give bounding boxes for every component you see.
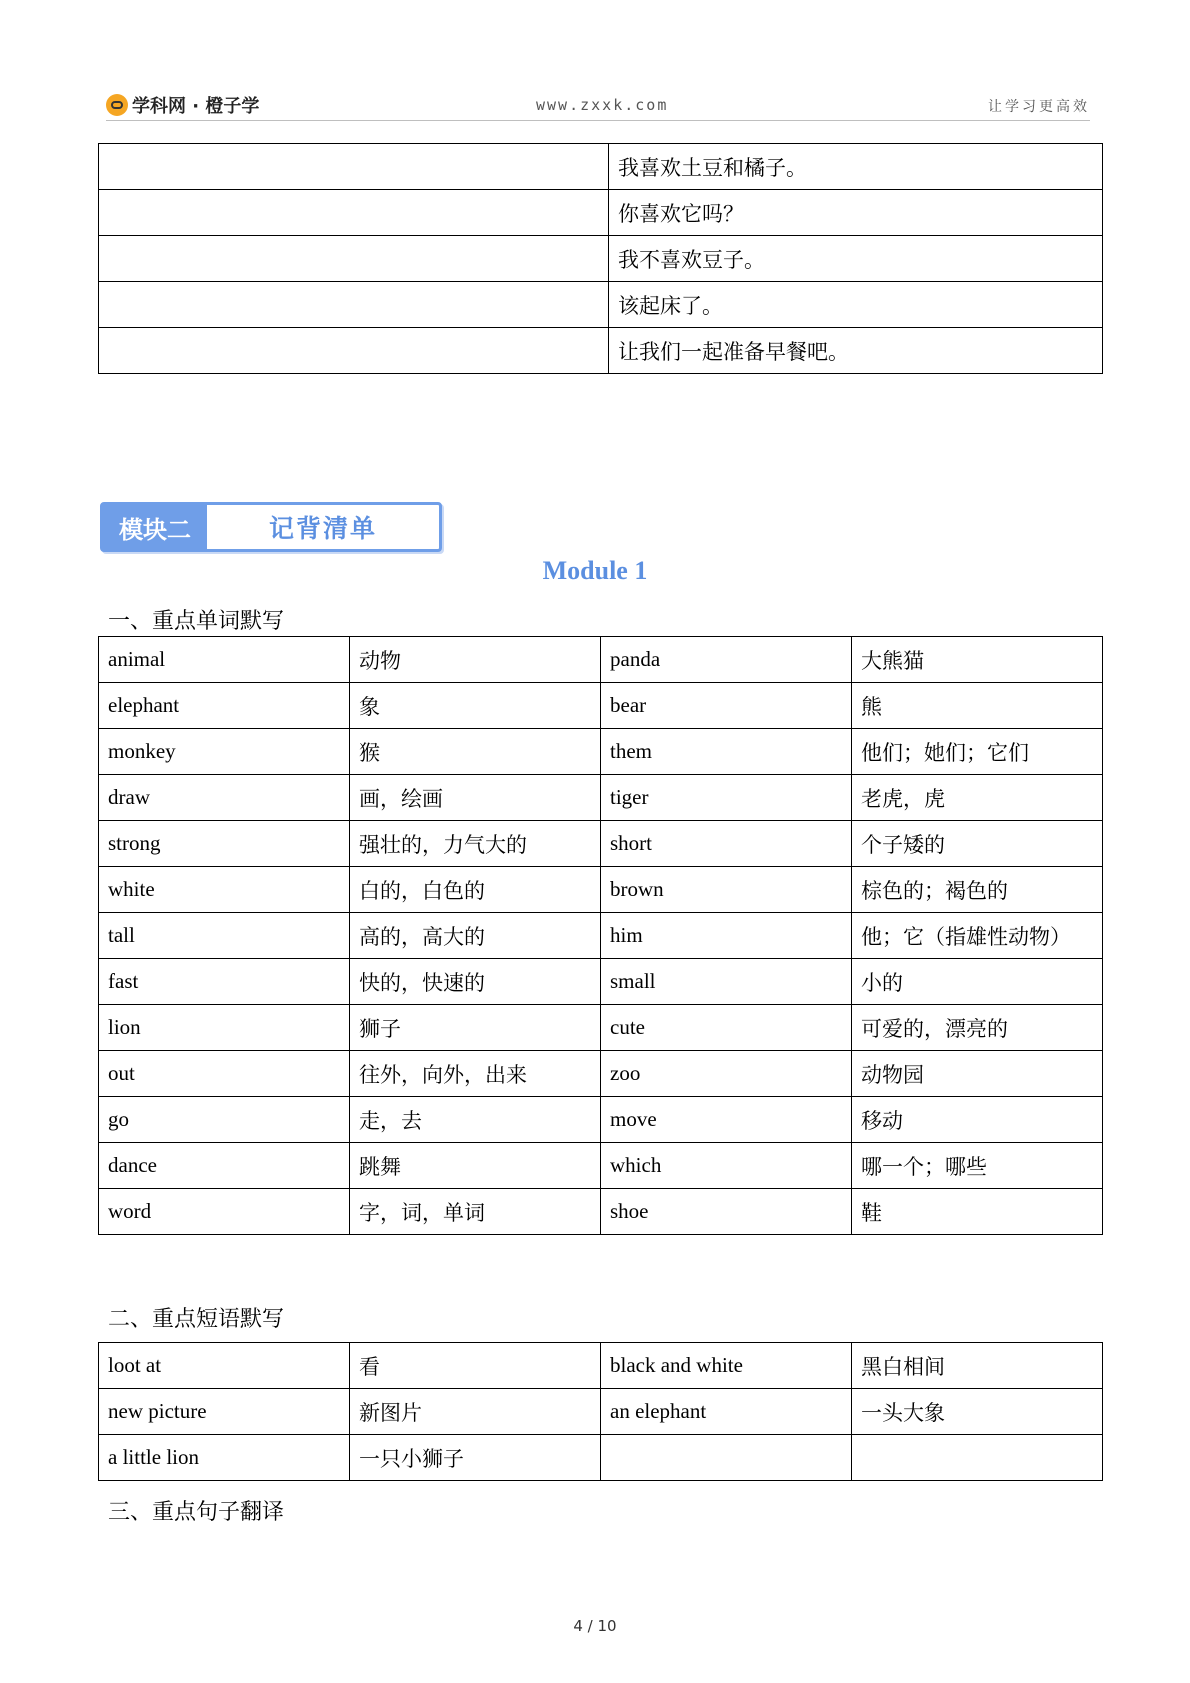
chinese-cell: 老虎，虎 (852, 775, 1103, 821)
english-cell: dance (99, 1143, 350, 1189)
chinese-cell: 快的，快速的 (350, 959, 601, 1005)
table-row (99, 236, 1103, 282)
chinese-cell: 狮子 (350, 1005, 601, 1051)
english-cell: an elephant (601, 1389, 852, 1435)
english-cell: out (99, 1051, 350, 1097)
chinese-cell: 动物园 (852, 1051, 1103, 1097)
english-cell: lion (99, 1005, 350, 1051)
table-row (99, 1343, 1103, 1389)
english-cell: a little lion (99, 1435, 350, 1481)
english-cell: draw (99, 775, 350, 821)
table-row (99, 959, 1103, 1005)
page-header (106, 86, 1090, 121)
table-row (99, 821, 1103, 867)
table-row (99, 1143, 1103, 1189)
chinese-cell: 字，词，单词 (350, 1189, 601, 1235)
section-heading-phrases: 二、重点短语默写 (108, 1307, 285, 1332)
english-cell: animal (99, 637, 350, 683)
chinese-cell: 你喜欢它吗？ (609, 190, 1103, 236)
chinese-cell: 棕色的；褐色的 (852, 867, 1103, 913)
chinese-cell: 一只小狮子 (350, 1435, 601, 1481)
english-cell (99, 144, 609, 190)
table-row (99, 729, 1103, 775)
section-heading-words: 一、重点单词默写 (108, 609, 285, 634)
english-cell (99, 282, 609, 328)
table-row (99, 190, 1103, 236)
table-row (99, 144, 1103, 190)
word-table (98, 636, 1103, 1235)
english-cell: which (601, 1143, 852, 1189)
site-url: www.zxxk.com (536, 96, 669, 114)
table-row (99, 282, 1103, 328)
english-cell: monkey (99, 729, 350, 775)
table-row (99, 683, 1103, 729)
table-row (99, 1097, 1103, 1143)
english-cell: cute (601, 1005, 852, 1051)
english-cell: go (99, 1097, 350, 1143)
chinese-cell: 画，绘画 (350, 775, 601, 821)
module-title: Module 1 (542, 556, 648, 585)
banner-title: 记背清单 (268, 514, 377, 543)
table-row (99, 775, 1103, 821)
section-heading-sentences: 三、重点句子翻译 (108, 1500, 285, 1525)
table-row (99, 1435, 1103, 1481)
chinese-cell: 跳舞 (350, 1143, 601, 1189)
banner-tag: 模块二 (103, 505, 207, 549)
chinese-cell: 熊 (852, 683, 1103, 729)
english-cell: strong (99, 821, 350, 867)
chinese-cell: 往外，向外，出来 (350, 1051, 601, 1097)
chinese-cell: 让我们一起准备早餐吧。 (609, 328, 1103, 374)
chinese-cell: 小的 (852, 959, 1103, 1005)
page-number: 4 / 10 (573, 1617, 617, 1635)
chinese-cell: 大熊猫 (852, 637, 1103, 683)
english-cell: elephant (99, 683, 350, 729)
chinese-cell: 该起床了。 (609, 282, 1103, 328)
english-cell: panda (601, 637, 852, 683)
chinese-cell: 他；它（指雄性动物） (852, 913, 1103, 959)
table-row (99, 867, 1103, 913)
english-cell: fast (99, 959, 350, 1005)
english-cell: move (601, 1097, 852, 1143)
table-row (99, 913, 1103, 959)
english-cell (99, 328, 609, 374)
english-cell: bear (601, 683, 852, 729)
english-cell (601, 1435, 852, 1481)
chinese-cell: 高的，高大的 (350, 913, 601, 959)
brand-logo (106, 92, 259, 118)
english-cell: white (99, 867, 350, 913)
chinese-cell: 鞋 (852, 1189, 1103, 1235)
chinese-cell: 个子矮的 (852, 821, 1103, 867)
english-cell: tiger (601, 775, 852, 821)
english-cell: zoo (601, 1051, 852, 1097)
brand-name: 学科网 · 橙子学 (132, 96, 260, 117)
module-banner (100, 502, 442, 552)
table-row (99, 1051, 1103, 1097)
english-cell: tall (99, 913, 350, 959)
table-row (99, 1189, 1103, 1235)
english-cell: loot at (99, 1343, 350, 1389)
table-row (99, 637, 1103, 683)
chinese-cell: 强壮的，力气大的 (350, 821, 601, 867)
english-cell: black and white (601, 1343, 852, 1389)
sentence-table (98, 143, 1103, 374)
chinese-cell: 可爱的，漂亮的 (852, 1005, 1103, 1051)
chinese-cell: 猴 (350, 729, 601, 775)
english-cell (99, 236, 609, 282)
chinese-cell: 一头大象 (852, 1389, 1103, 1435)
phrase-table (98, 1342, 1103, 1481)
english-cell (99, 190, 609, 236)
chinese-cell: 动物 (350, 637, 601, 683)
chinese-cell: 新图片 (350, 1389, 601, 1435)
chinese-cell: 黑白相间 (852, 1343, 1103, 1389)
chinese-cell: 我不喜欢豆子。 (609, 236, 1103, 282)
chinese-cell: 移动 (852, 1097, 1103, 1143)
chinese-cell: 走，去 (350, 1097, 601, 1143)
chinese-cell: 我喜欢土豆和橘子。 (609, 144, 1103, 190)
table-row (99, 1389, 1103, 1435)
english-cell: shoe (601, 1189, 852, 1235)
table-row (99, 1005, 1103, 1051)
english-cell: brown (601, 867, 852, 913)
chinese-cell: 哪一个；哪些 (852, 1143, 1103, 1189)
table-row (99, 328, 1103, 374)
english-cell: them (601, 729, 852, 775)
english-cell: short (601, 821, 852, 867)
english-cell: him (601, 913, 852, 959)
english-cell: new picture (99, 1389, 350, 1435)
english-cell: small (601, 959, 852, 1005)
slogan: 让学习更高效 (988, 99, 1090, 115)
chinese-cell: 象 (350, 683, 601, 729)
logo-icon (106, 94, 128, 116)
english-cell: word (99, 1189, 350, 1235)
chinese-cell (852, 1435, 1103, 1481)
chinese-cell: 白的，白色的 (350, 867, 601, 913)
chinese-cell: 他们；她们；它们 (852, 729, 1103, 775)
chinese-cell: 看 (350, 1343, 601, 1389)
